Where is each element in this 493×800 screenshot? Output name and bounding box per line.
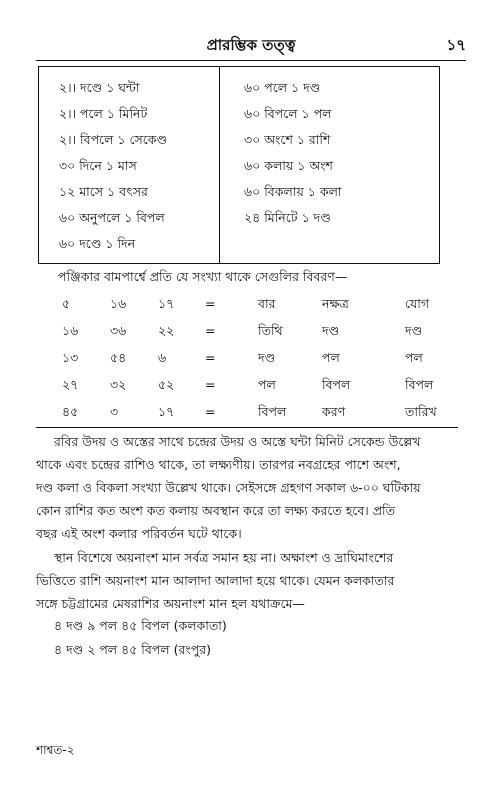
table-cell: পল [405,350,423,365]
page-footer: শাশ্বত-২ [36,743,75,757]
conversion-table [38,66,440,264]
table-cell: ২২ [158,323,175,338]
equals-sign: = [205,377,216,392]
table-cell: পল [258,377,276,392]
conversion-item: ৬০ দণ্ডে ১ দিন [59,236,136,251]
paragraph-line: দণ্ড কলা ও বিকলা সংখ্যা উল্লেখ থাকে। সেইসঙ্গে গ্রহগণ সকাল ৬-০০ ঘটিকায় [36,480,421,495]
table-cell: ১৩ [62,350,79,365]
conversion-item: ২৪ মিনিটে ১ দণ্ড [244,210,331,225]
equals-sign: = [205,323,216,338]
table-cell: ১৭ [158,296,175,311]
header-rule [36,60,466,61]
panjika-intro: পঞ্জিকার বামপার্শ্বে প্রতি যে সংখ্যা থাকে সেগুলির বিবরণ— [58,269,348,284]
table-cell: ৩২ [110,377,127,392]
table-cell: ২৭ [62,377,79,392]
conversion-left-column [59,75,217,257]
paragraph-line: স্থান বিশেষে অয়নাংশ মান সর্বত্র সমান হয় না। অক্ষাংশ ও দ্রাঘিমাংশের [54,550,394,565]
table-cell: ৬ [158,350,167,365]
equals-sign: = [205,404,216,419]
conversion-divider [219,67,220,263]
conversion-item: ২।। বিপলে ১ সেকেণ্ড [59,132,168,147]
conversion-right-column [244,75,434,231]
table-row [0,344,493,371]
table-bottom-rule [36,427,458,428]
table-cell: ৫ [62,296,71,311]
paragraph-line: সঙ্গে চট্টগ্রামের মেষরাশির অয়নাংশ মান হল যথাক্রমে— [36,596,305,611]
page-number: ১৭ [446,36,466,54]
table-cell: দণ্ড [258,350,276,365]
table-cell: ৫২ [158,377,175,392]
conversion-item: ৬০ বিপলে ১ পল [244,106,332,121]
ayanamsha-value-rangpur: ৪ দণ্ড ২ পল ৪৫ বিপল (রংপুর) [54,642,211,657]
table-cell: বিপল [258,404,287,419]
conversion-item: ৬০ অনুপলে ১ বিপল [59,210,165,225]
panjika-table [0,290,493,425]
equals-sign: = [205,296,216,311]
table-row [0,398,493,425]
conversion-item: ৬০ পলে ১ দণ্ড [244,80,321,95]
equals-sign: = [205,350,216,365]
table-cell: বিপল [322,377,351,392]
table-cell: বার [258,296,276,311]
paragraph-ayanamsha [36,546,458,615]
table-cell: তিথি [258,323,283,338]
table-cell: ১৬ [62,323,79,338]
table-row [0,317,493,344]
table-cell: পল [322,350,340,365]
table-row [0,371,493,398]
conversion-item: ২।। দণ্ডে ১ ঘন্টা [59,80,140,95]
ayanamsha-value-kolkata: ৪ দণ্ড ৯ পল ৪৫ বিপল (কলকাতা) [54,618,227,633]
paragraph-line: বছর এই অংশ কলার পরিবর্তন ঘটে থাকে। [36,526,242,541]
conversion-item: ২।। পলে ১ মিনিট [59,106,148,121]
conversion-item: ১২ মাসে ১ বৎসর [59,184,148,199]
paragraph-line: ভিত্তিতে রাশি অয়নাংশ মান আলাদা আলাদা হয়ে থাকে। যেমন কলকাতার [36,573,395,588]
conversion-item: ৬০ বিকলায় ১ কলা [244,184,342,199]
paragraph-ravi-uday [36,430,458,545]
table-row [0,290,493,317]
table-cell: ১৭ [158,404,175,419]
table-cell: করণ [322,404,346,419]
table-cell: বিপল [405,377,434,392]
table-cell: দণ্ড [322,323,340,338]
paragraph-line: রবির উদয় ও অস্তের সাথে চন্দ্রের উদয় ও অস্তে ঘন্টা মিনিট সেকেন্ড উল্লেখ [54,434,421,449]
conversion-item: ৩০ দিনে ১ মাস [59,158,137,173]
table-cell: যোগ [405,296,430,311]
table-cell: নক্ষত্র [322,296,349,311]
table-cell: ৫৪ [110,350,127,365]
table-cell: ৩৬ [110,323,127,338]
chapter-title: প্রারম্ভিক তত্ত্ব [206,36,296,54]
table-cell: ৪৫ [62,404,79,419]
table-cell: ১৬ [110,296,127,311]
table-cell: তারিখ [405,404,437,419]
page-header [36,34,466,58]
conversion-item: ৬০ কলায় ১ অংশ [244,158,333,173]
paragraph-line: কোন রাশির কত অংশ কত কলায় অবস্থান করে তা লক্ষ্য করতে হবে। প্রতি [36,503,396,518]
conversion-item: ৩০ অংশে ১ রাশি [244,132,331,147]
table-cell: দণ্ড [405,323,423,338]
paragraph-line: থাকে এবং চন্দ্রের রাশিও থাকে, তা লক্ষ্যণীয়। তারপর নবগ্রহের পাশে অংশ, [36,457,401,472]
table-cell: ৩ [110,404,119,419]
